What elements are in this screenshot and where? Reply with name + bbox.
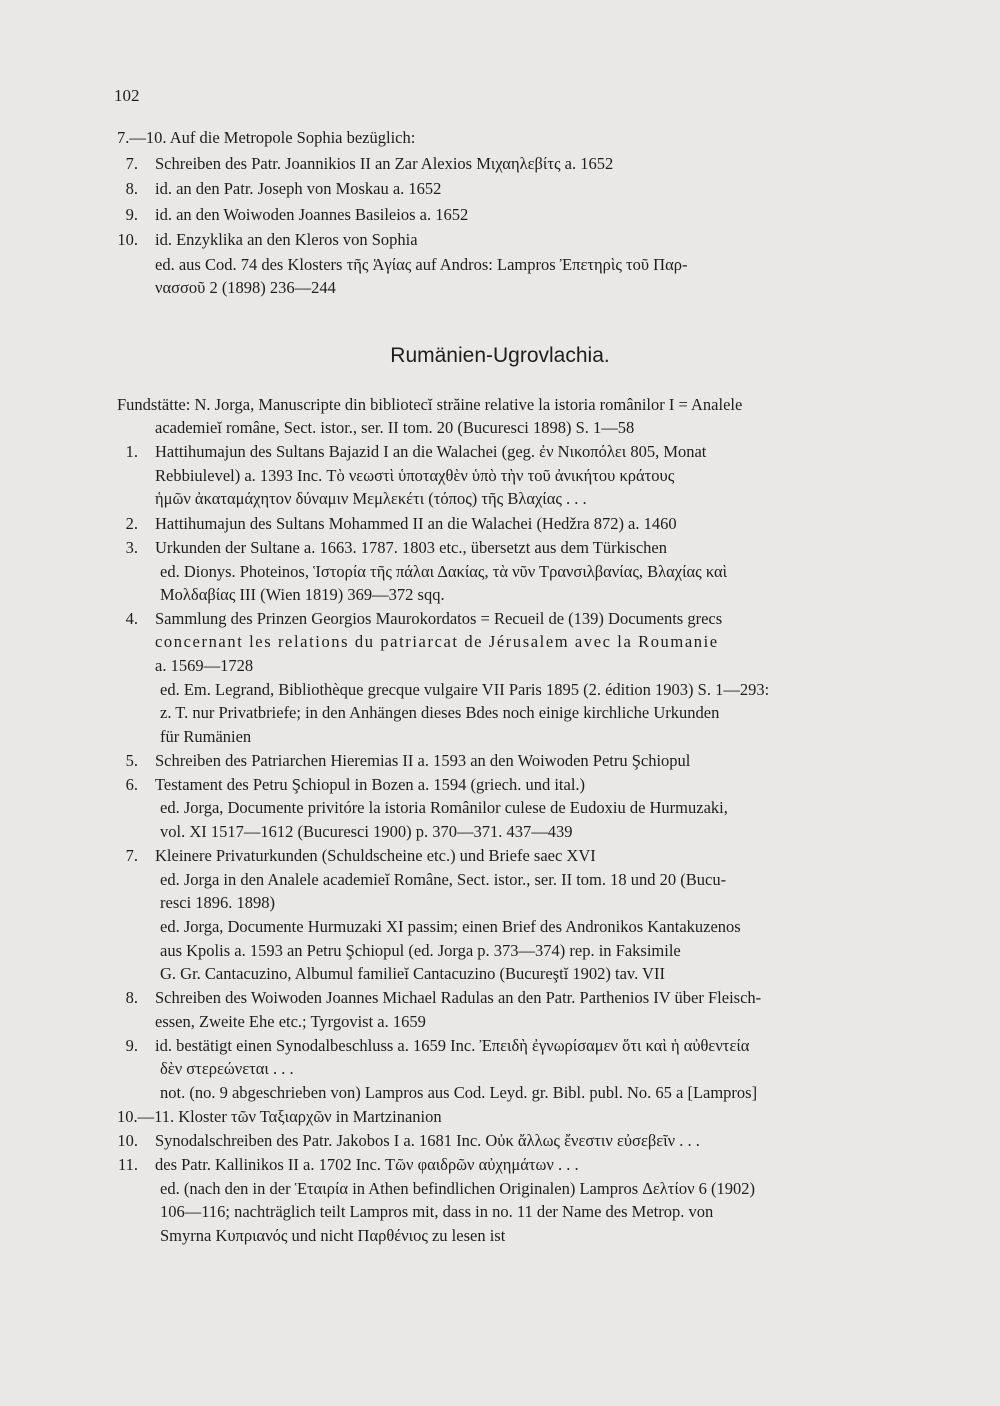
text-line: Fundstätte: N. Jorga, Manuscripte din bibliotecĭ străine relative la istoria românilor I = Analele [117,395,743,414]
text-line: ed. Jorga, Documente privitóre la istoria Românilor culese de Eudoxiu de Hurmuzaki, [160,798,728,817]
text-line: Testament des Petru Şchiopul in Bozen a. 1594 (griech. und ital.) [155,775,586,794]
text-line: resci 1896. 1898) [160,893,276,912]
text-line: νασσοῦ 2 (1898) 236—244 [155,278,336,297]
entry-number: 1. [125,442,138,461]
text-line: vol. XI 1517—1612 (Bucuresci 1900) p. 370—371. 437—439 [160,822,573,841]
text-line: id. bestätigt einen Synodalbeschluss a. 1659 Inc. Ἐπειδὴ ἐγνωρίσαμεν ὅτι καὶ ἡ αὐθεντεία [155,1036,750,1055]
entry-number: 4. [125,609,138,628]
text-line: ed. Em. Legrand, Bibliothèque grecque vulgaire VII Paris 1895 (2. édition 1903) S. 1—293: [160,680,770,699]
text-line: δὲν στερεώνεται . . . [160,1059,294,1078]
text-line: academieĭ române, Sect. istor., ser. II tom. 20 (Bucuresci 1898) S. 1—58 [155,418,635,437]
page-number: 102 [114,86,140,105]
entry-number: 10. [117,230,138,249]
text-line: 106—116; nachträglich teilt Lampros mit, dass in no. 11 der Name des Metrop. von [160,1202,714,1221]
entry-number: 2. [125,514,138,533]
text-line: ἡμῶν ἀκαταμάχητον δύναμιν Μεμλεκέτι (τόπος) τῆς Βλαχίας . . . [155,489,587,508]
text-line: ed. Jorga, Documente Hurmuzaki XI passim; einen Brief des Andronikos Kantakuzenos [160,917,741,936]
text-line: essen, Zweite Ehe etc.; Tyrgovist a. 1659 [155,1012,426,1031]
text-line: Smyrna Κυπριανός und nicht Παρθένιος zu lesen ist [160,1226,506,1245]
text-line: ed. Jorga in den Analele academieĭ Române, Sect. istor., ser. II tom. 18 und 20 (Bucu- [160,870,727,889]
section-heading: Rumänien-Ugrovlachia. [390,344,610,367]
text-line: Μολδαβίας III (Wien 1819) 369—372 sqq. [160,585,445,604]
text-line: Hattihumajun des Sultans Bajazid I an die Walachei (geg. ἐν Νικοπόλει 805, Monat [155,442,707,461]
text-line: Hattihumajun des Sultans Mohammed II an die Walachei (Hedžra 872) a. 1460 [155,514,677,533]
text-line: z. T. nur Privatbriefe; in den Anhängen dieses Bdes noch einige kirchliche Urkunden [160,703,720,722]
text-line: ed. aus Cod. 74 des Klosters τῆς Ἁγίας auf Andros: Lampros Ἐπετηρὶς τοῦ Παρ- [155,255,688,274]
text-line: id. an den Woiwoden Joannes Basileios a. 1652 [155,205,469,224]
text-line: a. 1569—1728 [155,656,254,675]
entry-number: 6. [125,775,138,794]
text-line: 7.—10. Auf die Metropole Sophia bezüglich: [117,128,416,147]
text-line: ed. Dionys. Photeinos, Ἱστορία τῆς πάλαι Δακίας, τὰ νῦν Τρανσιλβανίας, Βλαχίας καὶ [160,562,728,581]
text-line: id. Enzyklika an den Kleros von Sophia [155,230,418,249]
entry-number: 8. [125,179,138,198]
entry-number: 9. [125,205,138,224]
entry-number: 7. [125,846,138,865]
text-line: des Patr. Kallinikos II a. 1702 Inc. Τῶν φαιδρῶν αὐχημάτων . . . [155,1155,579,1174]
text-line: Schreiben des Patr. Joannikios II an Zar Alexios Μιχαηλεβίτς a. 1652 [155,154,614,173]
entry-number: 7. [125,154,138,173]
entry-number: 5. [125,751,138,770]
text-line: id. an den Patr. Joseph von Moskau a. 1652 [155,179,442,198]
text-line: Synodalschreiben des Patr. Jakobos I a. 1681 Inc. Οὐκ ἄλλως ἔνεστιν εὐσεβεῖν . . . [155,1131,700,1150]
text-line: ed. (nach den in der Ἑταιρία in Athen befindlichen Originalen) Lampros Δελτίον 6 (1902) [160,1179,756,1198]
text-line: 10.—11. Kloster τῶν Ταξιαρχῶν in Martzinanion [117,1107,442,1126]
text-line: Schreiben des Patriarchen Hieremias II a. 1593 an den Woiwoden Petru Şchiopul [155,751,691,770]
text-line: für Rumänien [160,727,252,746]
text-line: Schreiben des Woiwoden Joannes Michael Radulas an den Patr. Parthenios IV über Fleisch- [155,988,762,1007]
text-line: Kleinere Privaturkunden (Schuldscheine etc.) und Briefe saec XVI [155,846,596,865]
text-line: not. (no. 9 abgeschrieben von) Lampros aus Cod. Leyd. gr. Bibl. publ. No. 65 a [Lampros] [160,1083,758,1102]
text-line: Rebbiulevel) a. 1393 Inc. Τὸ νεωστὶ ὑποταχθὲν ὑπὸ τὴν τοῦ ἀνικήτου κράτους [155,466,675,485]
entry-number: 3. [125,538,138,557]
text-line: aus Kpolis a. 1593 an Petru Şchiopul (ed. Jorga p. 373—374) rep. in Faksimile [160,941,681,960]
entry-number: 8. [125,988,138,1007]
entry-number: 9. [125,1036,138,1055]
text-line: Sammlung des Prinzen Georgios Maurokordatos = Recueil de (139) Documents grecs [155,609,723,628]
entry-number: 11. [117,1155,138,1174]
text-line: G. Gr. Cantacuzino, Albumul familieĭ Cantacuzino (Bucureştĭ 1902) tav. VII [160,964,665,983]
text-line: concernant les relations du patriarcat de Jérusalem avec la Roumanie [155,632,719,651]
text-line: Urkunden der Sultane a. 1663. 1787. 1803 etc., übersetzt aus dem Türkischen [155,538,667,557]
entry-number: 10. [117,1131,138,1150]
